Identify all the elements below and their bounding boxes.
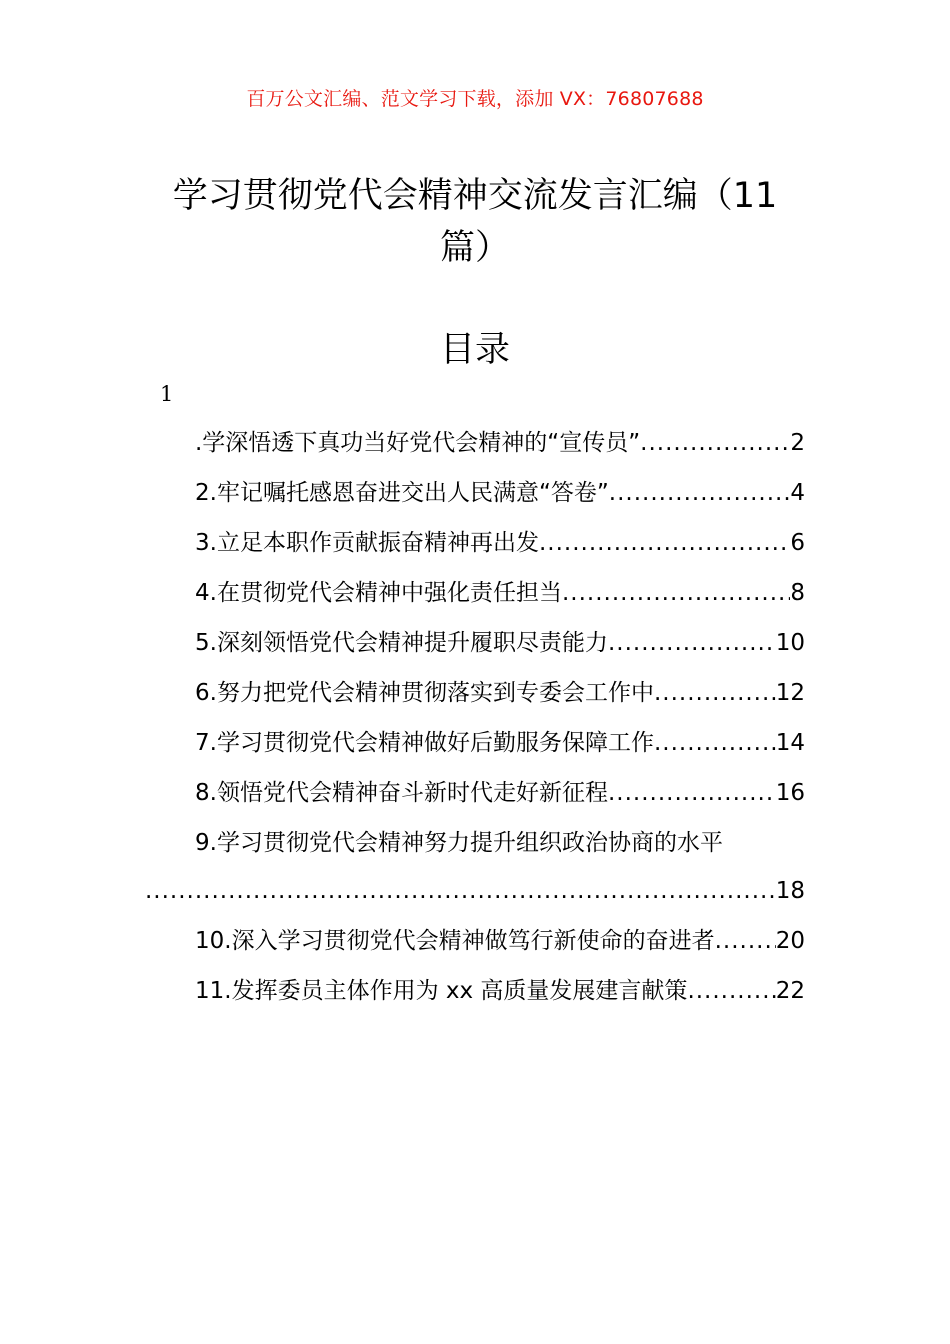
toc-entry-title: 11.发挥委员主体作用为 xx 高质量发展建言献策 xyxy=(195,978,688,1004)
document-title-line-2: 篇） xyxy=(439,228,510,268)
toc-entry-title: .学深悟透下真功当好党代会精神的“宣传员” xyxy=(195,430,641,456)
toc-dot-leader xyxy=(608,625,776,661)
toc-entry-8[interactable] xyxy=(195,775,805,811)
toc-entry-page: 18 xyxy=(775,878,805,904)
page-marker: 1 xyxy=(160,382,174,406)
toc-entry-4[interactable] xyxy=(195,575,805,611)
toc-dot-leader xyxy=(640,425,790,461)
toc-entry-title: 4.在贯彻党代会精神中强化责任担当 xyxy=(195,580,562,606)
toc-entry-page: 4 xyxy=(790,480,805,506)
toc-entry-page: 8 xyxy=(790,580,805,606)
toc-entry-page: 16 xyxy=(775,780,805,806)
toc-entry-title: 5.深刻领悟党代会精神提升履职尽责能力 xyxy=(195,630,608,656)
toc-entry-11[interactable] xyxy=(195,973,805,1009)
toc-dot-leader xyxy=(609,475,791,511)
toc-dot-leader xyxy=(608,775,776,811)
toc-entry-title: 10.深入学习贯彻党代会精神做笃行新使命的奋进者 xyxy=(195,928,715,954)
toc-entry-1[interactable] xyxy=(195,425,805,461)
toc-entry-7[interactable] xyxy=(195,725,805,761)
toc-entry-page: 10 xyxy=(775,630,805,656)
toc-entry-title: 2.牢记嘱托感恩奋进交出人民满意“答卷” xyxy=(195,480,609,506)
toc-entry-2[interactable] xyxy=(195,475,805,511)
toc-entry-6[interactable] xyxy=(195,675,805,711)
toc-entry-10[interactable] xyxy=(195,923,805,959)
toc-entry-page: 14 xyxy=(775,730,805,756)
header-banner: 百万公文汇编、范文学习下载，添加 VX：76807688 xyxy=(246,88,704,110)
toc-entry-page: 12 xyxy=(775,680,805,706)
toc-entry-page: 6 xyxy=(790,530,805,556)
toc-dot-leader xyxy=(654,675,776,711)
toc-dot-leader xyxy=(715,923,776,959)
toc-entry-title: 8.领悟党代会精神奋斗新时代走好新征程 xyxy=(195,780,608,806)
toc-entry-title: 9.学习贯彻党代会精神努力提升组织政治协商的水平 xyxy=(195,830,723,856)
toc-entry-page: 20 xyxy=(775,928,805,954)
toc-dot-leader xyxy=(654,725,776,761)
toc-entry-page: 2 xyxy=(790,430,805,456)
toc-entry-5[interactable] xyxy=(195,625,805,661)
toc-entry-title: 6.努力把党代会精神贯彻落实到专委会工作中 xyxy=(195,680,654,706)
toc-dot-leader xyxy=(687,973,775,1009)
toc-entry-title: 7.学习贯彻党代会精神做好后勤服务保障工作 xyxy=(195,730,654,756)
toc-entry-continuation xyxy=(145,873,805,909)
toc-entry-3[interactable] xyxy=(195,525,805,561)
toc-dot-leader xyxy=(145,873,776,909)
document-title-line-1: 学习贯彻党代会精神交流发言汇编（11 xyxy=(172,176,778,216)
toc-dot-leader xyxy=(562,575,790,611)
toc-entry-title: 3.立足本职作贡献振奋精神再出发 xyxy=(195,530,539,556)
toc-dot-leader xyxy=(539,525,790,561)
document-title xyxy=(150,170,800,274)
toc-heading: 目录 xyxy=(439,330,510,370)
toc-entry-page: 22 xyxy=(775,978,805,1004)
